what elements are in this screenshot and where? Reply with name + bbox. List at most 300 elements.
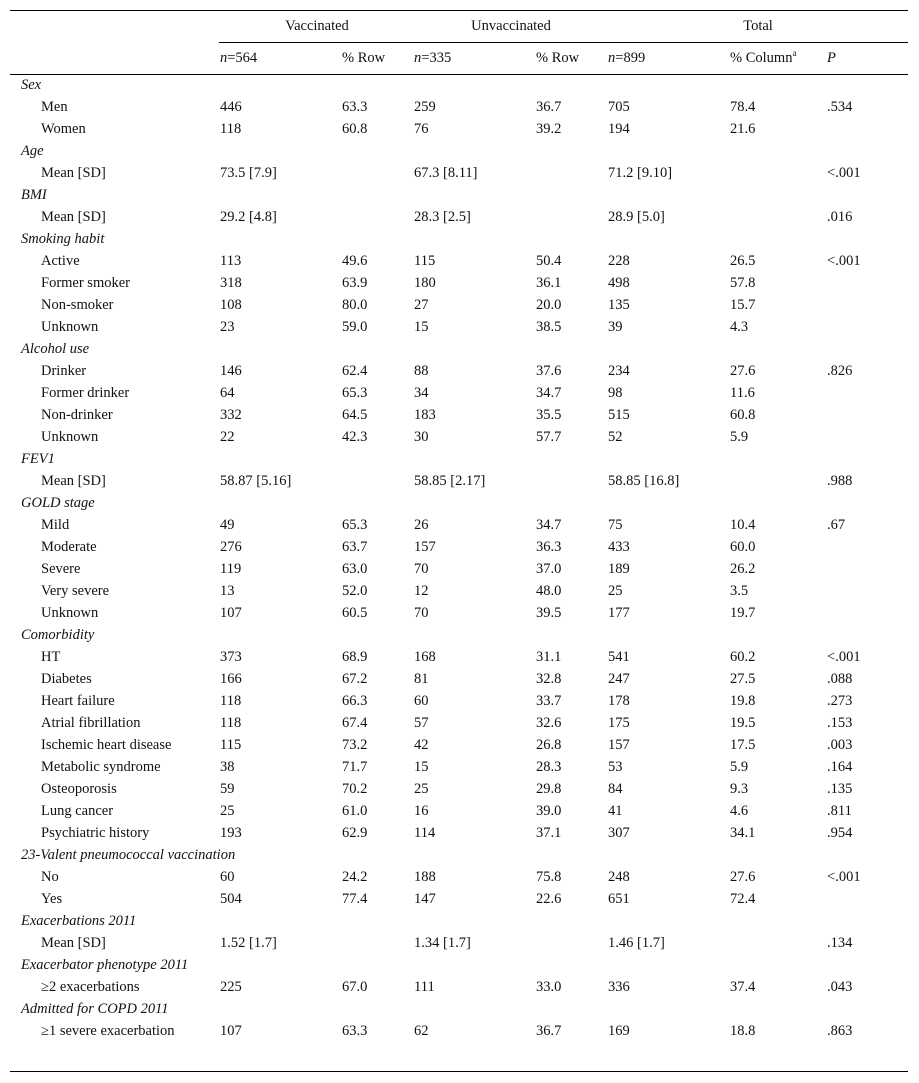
table-cell: 33.0: [536, 978, 562, 995]
table-cell: 11.6: [730, 384, 755, 401]
table-row: [10, 558, 908, 580]
column-header: [827, 42, 908, 74]
table-cell: [827, 558, 908, 580]
section-title: Age: [21, 142, 44, 159]
column-header-row: [10, 42, 908, 74]
table-cell: 34: [414, 384, 429, 401]
table-cell: 108: [220, 296, 242, 313]
table-row: [10, 536, 908, 558]
table-cell: 67.4: [342, 714, 368, 731]
table-cell: 39.2: [536, 120, 562, 137]
data-table-container: [10, 10, 908, 1042]
table-cell: 75: [608, 516, 623, 533]
header-rule: [10, 74, 908, 75]
table-cell: 88: [414, 362, 429, 379]
table-cell: [730, 162, 827, 184]
table-cell: 71.2 [9.10]: [608, 164, 673, 181]
table-row: [10, 712, 908, 734]
table-cell: 22.6: [536, 890, 562, 907]
table-cell: 13: [220, 582, 235, 599]
table-cell: 75.8: [536, 868, 562, 885]
table-cell: 26.2: [730, 560, 756, 577]
table-row: [10, 866, 908, 888]
table-cell: 41: [608, 802, 623, 819]
table-cell: 65.3: [342, 384, 368, 401]
table-cell: 193: [220, 824, 242, 841]
row-label: Drinker: [41, 362, 87, 379]
table-cell: 80.0: [342, 296, 368, 313]
group-unvaccinated: Unvaccinated: [471, 17, 551, 34]
table-cell: 58.85 [16.8]: [608, 472, 680, 489]
table-cell: 57.7: [536, 428, 562, 445]
table-cell: 111: [414, 978, 435, 995]
table-cell: 37.0: [536, 560, 562, 577]
table-cell: 3.5: [730, 582, 749, 599]
row-label: Mild: [41, 516, 70, 533]
table-cell: .988: [827, 472, 853, 489]
table-row: [10, 470, 908, 492]
data-table: [10, 10, 908, 1042]
table-cell: 169: [608, 1022, 630, 1039]
table-cell: [342, 470, 414, 492]
section-title: BMI: [21, 186, 47, 203]
table-cell: 20.0: [536, 296, 562, 313]
table-cell: 336: [608, 978, 630, 995]
row-label: Mean [SD]: [41, 164, 106, 181]
table-cell: 35.5: [536, 406, 562, 423]
table-cell: 705: [608, 98, 630, 115]
table-cell: 62.9: [342, 824, 368, 841]
section-header-row: [10, 910, 908, 932]
section-title: Smoking habit: [21, 230, 105, 247]
table-cell: 60.2: [730, 648, 756, 665]
row-label: Osteoporosis: [41, 780, 117, 797]
footnote-marker: a: [792, 47, 797, 58]
table-cell: .273: [827, 692, 853, 709]
table-cell: [827, 580, 908, 602]
table-cell: 60.5: [342, 604, 368, 621]
table-cell: .67: [827, 516, 846, 533]
section-title: Sex: [21, 76, 42, 93]
table-cell: 119: [220, 560, 242, 577]
table-cell: 135: [608, 296, 630, 313]
column-header-text: % Row: [342, 49, 386, 66]
table-cell: 651: [608, 890, 630, 907]
table-cell: 29.8: [536, 780, 562, 797]
table-cell: 9.3: [730, 780, 749, 797]
table-cell: 64: [220, 384, 235, 401]
row-label: Unknown: [41, 428, 99, 445]
table-cell: [342, 206, 414, 228]
table-cell: 27.5: [730, 670, 756, 687]
row-label: Moderate: [41, 538, 97, 555]
row-label: Former drinker: [41, 384, 130, 401]
column-header: [342, 42, 414, 74]
table-cell: .954: [827, 824, 853, 841]
table-row: [10, 976, 908, 998]
table-cell: 67.0: [342, 978, 368, 995]
section-header-row: [10, 338, 908, 360]
table-cell: 228: [608, 252, 630, 269]
table-cell: [827, 382, 908, 404]
table-cell: 26: [414, 516, 429, 533]
table-cell: 147: [414, 890, 436, 907]
table-cell: 33.7: [536, 692, 562, 709]
row-label: Lung cancer: [41, 802, 114, 819]
table-row: [10, 250, 908, 272]
table-cell: 78.4: [730, 98, 756, 115]
table-cell: 4.3: [730, 318, 749, 335]
table-cell: [827, 272, 908, 294]
table-cell: 60.0: [730, 538, 756, 555]
table-cell: 188: [414, 868, 436, 885]
table-cell: 157: [608, 736, 630, 753]
table-cell: 73.5 [7.9]: [220, 164, 277, 181]
table-cell: 4.6: [730, 802, 749, 819]
table-cell: 57.8: [730, 274, 756, 291]
section-header-row: [10, 140, 908, 162]
table-cell: 48.0: [536, 582, 562, 599]
table-cell: .134: [827, 934, 853, 951]
table-body: [10, 74, 908, 1042]
table-cell: 17.5: [730, 736, 756, 753]
table-cell: [730, 470, 827, 492]
column-header: [730, 42, 827, 74]
column-header-text: % Column: [730, 49, 793, 66]
table-cell: 52: [608, 428, 623, 445]
section-title: Alcohol use: [21, 340, 90, 357]
table-cell: [536, 932, 608, 954]
table-cell: 24.2: [342, 868, 368, 885]
table-cell: 60.8: [342, 120, 368, 137]
table-cell: 32.8: [536, 670, 562, 687]
table-cell: 504: [220, 890, 242, 907]
table-cell: 166: [220, 670, 242, 687]
table-cell: 34.1: [730, 824, 756, 841]
table-cell: .153: [827, 714, 853, 731]
table-row: [10, 206, 908, 228]
table-cell: 58.85 [2.17]: [414, 472, 486, 489]
table-cell: 70: [414, 604, 429, 621]
table-cell: [827, 404, 908, 426]
row-label: Metabolic syndrome: [41, 758, 161, 775]
table-cell: 29.2 [4.8]: [220, 208, 277, 225]
table-cell: 5.9: [730, 428, 749, 445]
table-cell: 194: [608, 120, 630, 137]
section-title: Admitted for COPD 2011: [21, 1000, 169, 1017]
table-cell: .016: [827, 208, 853, 225]
table-cell: [730, 932, 827, 954]
table-cell: 18.8: [730, 1022, 756, 1039]
table-cell: 15.7: [730, 296, 756, 313]
row-label: Unknown: [41, 318, 99, 335]
row-label: Active: [41, 252, 80, 269]
table-cell: 34.7: [536, 516, 562, 533]
table-cell: 1.52 [1.7]: [220, 934, 277, 951]
section-header-row: [10, 954, 908, 976]
table-cell: 62.4: [342, 362, 368, 379]
section-header-row: [10, 74, 908, 96]
table-cell: 248: [608, 868, 630, 885]
table-cell: .811: [827, 802, 852, 819]
table-cell: 25: [608, 582, 623, 599]
table-cell: [827, 602, 908, 624]
section-header-row: [10, 844, 908, 866]
column-header: [536, 42, 608, 74]
column-header: [414, 42, 536, 74]
table-cell: 113: [220, 252, 242, 269]
row-label: Unknown: [41, 604, 99, 621]
table-cell: 107: [220, 1022, 242, 1039]
row-label: Mean [SD]: [41, 208, 106, 225]
table-cell: 42.3: [342, 428, 368, 445]
table-cell: .164: [827, 758, 853, 775]
section-header-row: [10, 448, 908, 470]
table-cell: 19.8: [730, 692, 756, 709]
table-cell: 84: [608, 780, 623, 797]
table-cell: 37.4: [730, 978, 756, 995]
table-cell: 189: [608, 560, 630, 577]
table-cell: 39.0: [536, 802, 562, 819]
row-label: Ischemic heart disease: [41, 736, 172, 753]
table-cell: 146: [220, 362, 242, 379]
table-cell: <.001: [827, 164, 861, 181]
table-cell: 38: [220, 758, 235, 775]
row-label: Severe: [41, 560, 81, 577]
group-rule: [219, 42, 908, 43]
table-cell: 234: [608, 362, 630, 379]
table-cell: 25: [414, 780, 429, 797]
table-cell: 72.4: [730, 890, 756, 907]
row-label: Heart failure: [41, 692, 115, 709]
table-cell: 67.3 [8.11]: [414, 164, 478, 181]
table-cell: 65.3: [342, 516, 368, 533]
table-cell: 30: [414, 428, 429, 445]
table-cell: 107: [220, 604, 242, 621]
column-header-text: =564: [227, 49, 258, 66]
row-label: Mean [SD]: [41, 472, 106, 489]
table-cell: 77.4: [342, 890, 368, 907]
table-cell: 39: [608, 318, 623, 335]
table-cell: <.001: [827, 252, 861, 269]
table-row: [10, 668, 908, 690]
table-cell: 26.8: [536, 736, 562, 753]
table-cell: 36.7: [536, 98, 562, 115]
table-cell: 318: [220, 274, 242, 291]
table-row: [10, 734, 908, 756]
table-cell: 61.0: [342, 802, 368, 819]
table-row: [10, 580, 908, 602]
table-cell: 498: [608, 274, 630, 291]
table-cell: 22: [220, 428, 235, 445]
table-cell: .088: [827, 670, 853, 687]
table-cell: 32.6: [536, 714, 562, 731]
table-cell: [342, 162, 414, 184]
table-cell: [827, 294, 908, 316]
table-cell: 114: [414, 824, 436, 841]
table-cell: [536, 206, 608, 228]
table-cell: 39.5: [536, 604, 562, 621]
table-cell: 21.6: [730, 120, 756, 137]
section-header-row: [10, 998, 908, 1020]
table-row: [10, 360, 908, 382]
table-cell: 36.7: [536, 1022, 562, 1039]
table-row: [10, 690, 908, 712]
table-cell: 66.3: [342, 692, 368, 709]
table-cell: [827, 536, 908, 558]
row-label: Yes: [41, 890, 63, 907]
table-row: [10, 888, 908, 910]
column-header-text: % Row: [536, 49, 580, 66]
section-title: 23-Valent pneumococcal vaccination: [21, 846, 236, 863]
table-cell: 1.46 [1.7]: [608, 934, 665, 951]
table-cell: [827, 426, 908, 448]
table-row: [10, 822, 908, 844]
section-title: GOLD stage: [21, 494, 95, 511]
row-label: Psychiatric history: [41, 824, 150, 841]
table-cell: 225: [220, 978, 242, 995]
group-total: Total: [743, 17, 773, 34]
table-cell: [827, 888, 908, 910]
table-cell: 53: [608, 758, 623, 775]
row-label: ≥2 exacerbations: [41, 978, 140, 995]
table-cell: 67.2: [342, 670, 368, 687]
row-label: No: [41, 868, 59, 885]
table-cell: 177: [608, 604, 630, 621]
column-header: [220, 42, 342, 74]
row-label: Men: [41, 98, 68, 115]
table-cell: 76: [414, 120, 429, 137]
table-cell: 157: [414, 538, 436, 555]
group-header-row: [10, 10, 908, 42]
table-cell: 19.7: [730, 604, 756, 621]
table-row: [10, 756, 908, 778]
table-cell: 50.4: [536, 252, 562, 269]
table-cell: 118: [220, 692, 242, 709]
table-cell: 63.0: [342, 560, 368, 577]
bottom-rule: [10, 1071, 908, 1072]
column-header-italic: P: [827, 49, 836, 66]
table-cell: [827, 316, 908, 338]
table-cell: 541: [608, 648, 630, 665]
table-cell: 259: [414, 98, 436, 115]
table-cell: 36.1: [536, 274, 562, 291]
table-cell: 63.7: [342, 538, 368, 555]
table-cell: 16: [414, 802, 429, 819]
table-cell: 276: [220, 538, 242, 555]
table-cell: 68.9: [342, 648, 368, 665]
table-cell: 63.3: [342, 1022, 368, 1039]
table-cell: 433: [608, 538, 630, 555]
column-header-italic: n: [220, 49, 228, 66]
table-cell: 37.1: [536, 824, 562, 841]
table-cell: 332: [220, 406, 242, 423]
table-cell: .863: [827, 1022, 853, 1039]
table-row: [10, 778, 908, 800]
table-cell: 36.3: [536, 538, 562, 555]
row-label: Non-drinker: [41, 406, 113, 423]
row-label: HT: [41, 648, 61, 665]
section-title: Comorbidity: [21, 626, 95, 643]
table-row: [10, 932, 908, 954]
table-cell: 28.9 [5.0]: [608, 208, 665, 225]
table-cell: 63.9: [342, 274, 368, 291]
row-label: Non-smoker: [41, 296, 114, 313]
table-cell: 307: [608, 824, 630, 841]
table-cell: 49: [220, 516, 235, 533]
table-cell: 70.2: [342, 780, 368, 797]
table-cell: 73.2: [342, 736, 368, 753]
table-row: [10, 272, 908, 294]
table-cell: 57: [414, 714, 429, 731]
table-cell: 98: [608, 384, 623, 401]
table-cell: .043: [827, 978, 853, 995]
table-cell: 27.6: [730, 868, 756, 885]
table-cell: 31.1: [536, 648, 562, 665]
column-header-italic: n: [414, 49, 422, 66]
table-cell: 247: [608, 670, 630, 687]
table-row: [10, 1020, 908, 1042]
table-cell: 26.5: [730, 252, 756, 269]
table-cell: 446: [220, 98, 242, 115]
table-cell: 168: [414, 648, 436, 665]
table-cell: [342, 932, 414, 954]
table-cell: 373: [220, 648, 242, 665]
section-title: FEV1: [21, 450, 55, 467]
table-row: [10, 514, 908, 536]
table-row: [10, 800, 908, 822]
table-cell: 28.3: [536, 758, 562, 775]
section-header-row: [10, 492, 908, 514]
table-cell: 60.8: [730, 406, 756, 423]
table-cell: 37.6: [536, 362, 562, 379]
section-title: Exacerbations 2011: [21, 912, 137, 929]
section-title: Exacerbator phenotype 2011: [21, 956, 189, 973]
table-cell: 27: [414, 296, 429, 313]
table-cell: 115: [220, 736, 242, 753]
table-cell: 34.7: [536, 384, 562, 401]
table-cell: 59: [220, 780, 235, 797]
table-cell: 118: [220, 714, 242, 731]
table-cell: .826: [827, 362, 853, 379]
table-cell: 515: [608, 406, 630, 423]
row-label: ≥1 severe exacerbation: [41, 1022, 175, 1039]
table-row: [10, 294, 908, 316]
table-cell: 52.0: [342, 582, 368, 599]
table-cell: 42: [414, 736, 429, 753]
row-label: Mean [SD]: [41, 934, 106, 951]
table-row: [10, 316, 908, 338]
table-cell: 60: [220, 868, 235, 885]
table-cell: 70: [414, 560, 429, 577]
table-cell: 15: [414, 758, 429, 775]
table-cell: 115: [414, 252, 436, 269]
row-label: Very severe: [41, 582, 110, 599]
table-cell: 12: [414, 582, 429, 599]
section-header-row: [10, 228, 908, 250]
table-row: [10, 404, 908, 426]
table-cell: 81: [414, 670, 429, 687]
table-cell: 15: [414, 318, 429, 335]
group-vaccinated: Vaccinated: [285, 17, 349, 34]
table-cell: 10.4: [730, 516, 756, 533]
section-header-row: [10, 184, 908, 206]
table-cell: 118: [220, 120, 242, 137]
table-row: [10, 426, 908, 448]
row-label: Atrial fibrillation: [41, 714, 141, 731]
table-cell: 19.5: [730, 714, 756, 731]
table-cell: 178: [608, 692, 630, 709]
